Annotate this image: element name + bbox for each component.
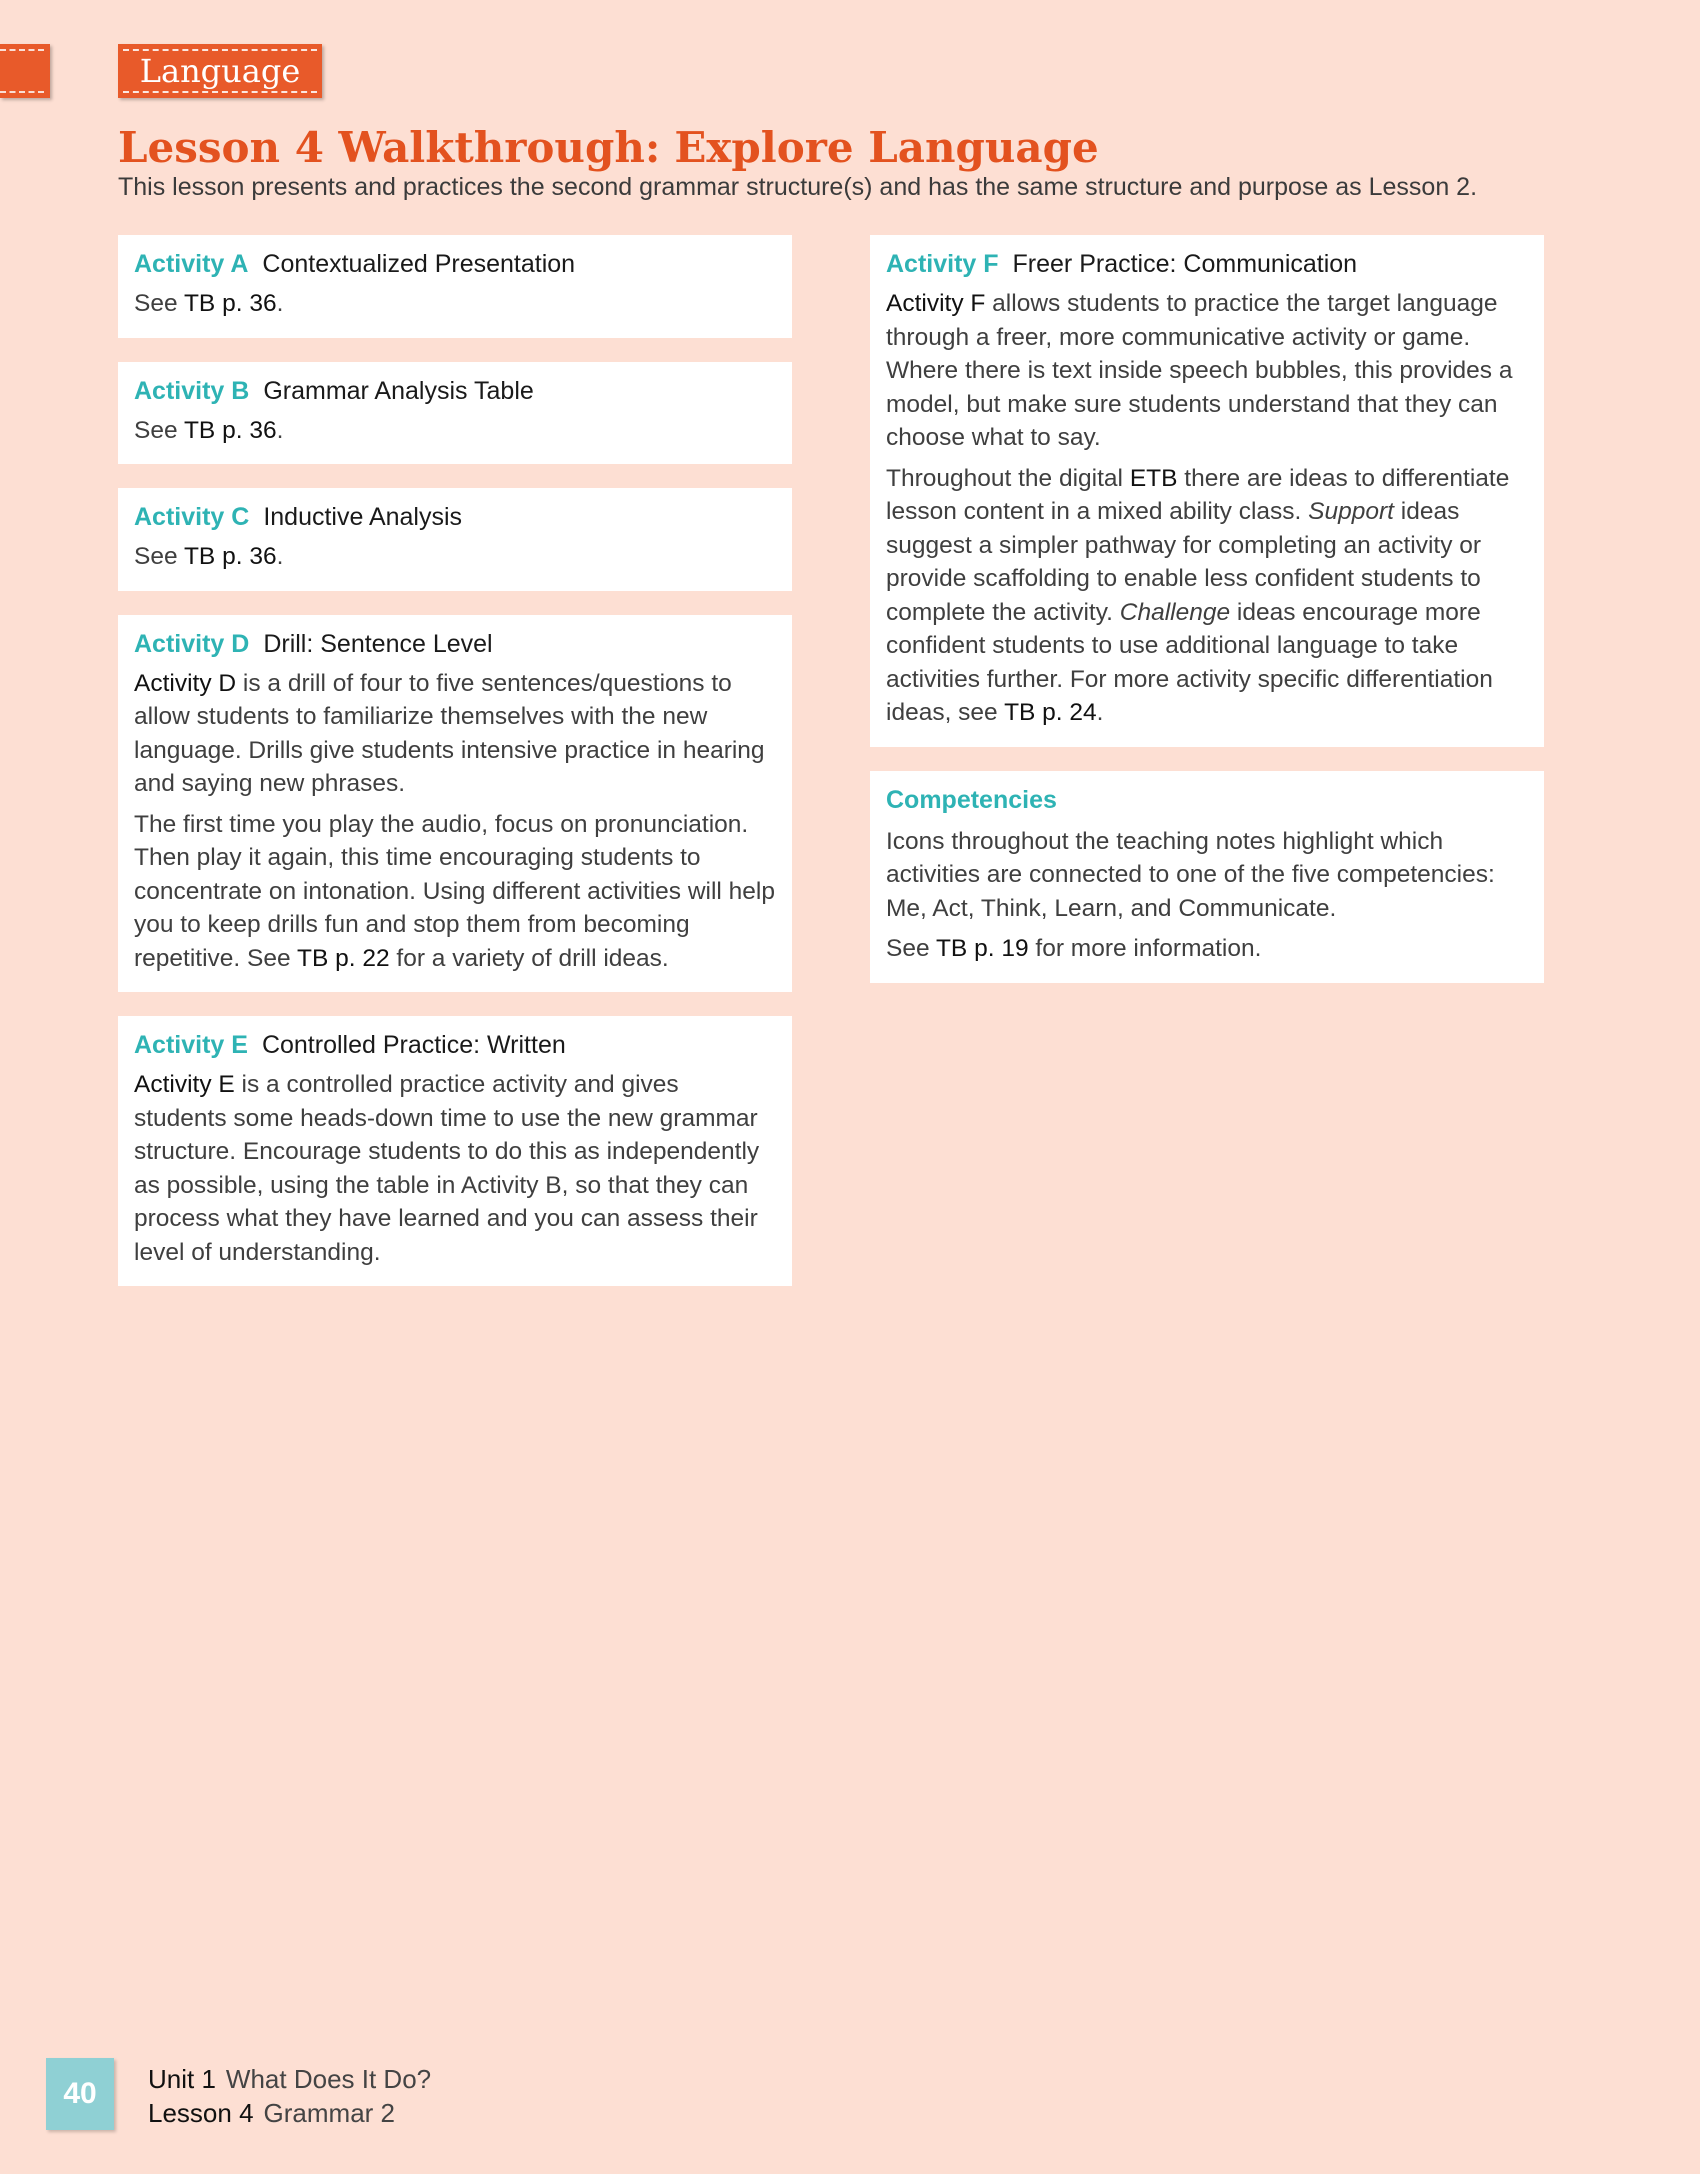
see-text: See: [134, 290, 184, 317]
activity-b-label: Activity B: [134, 376, 250, 405]
end-text: .: [276, 290, 284, 317]
page-title: [118, 120, 1099, 176]
footer: [148, 2062, 431, 2130]
activity-b-heading: [134, 374, 776, 408]
activity-c-text: [134, 540, 776, 574]
paragraph-text: The first time you play the audio, focus on pronunciation. Then play it again, this time encouraging students to concentrate on intonation. Using different activities will help you to keep drills fun and stop them from becoming repetitive. See: [134, 810, 775, 972]
activity-d-paragraph-2: [134, 808, 776, 976]
competencies-box: [870, 771, 1544, 983]
page-number: 40: [63, 2077, 97, 2110]
activity-c-heading: [134, 500, 776, 534]
page-number-badge: [46, 2058, 114, 2130]
title-bold: Lesson 4 Walkthrough:: [118, 123, 661, 172]
activity-f-paragraph-1: [886, 287, 1528, 455]
paragraph-text: Throughout the digital: [886, 464, 1130, 492]
end-text: for more information.: [1028, 935, 1262, 962]
activity-a-label: Activity A: [134, 250, 249, 278]
activity-f-label: Activity F: [886, 250, 999, 278]
title-light: Explore Language: [674, 123, 1099, 172]
activity-a-heading: [134, 247, 776, 281]
page-reference: TB p. 36: [183, 290, 277, 317]
paragraph-text: allows students to practice the target language through a freer, more communicative activity or game. Where there is text inside speech bubbles, this provides a model, but make sure students understand that they can choose what to say.: [886, 290, 1513, 451]
activity-e-label: Activity E: [134, 1031, 248, 1059]
paragraph-end: for a variety of drill ideas.: [389, 944, 669, 972]
activity-d-box: [118, 615, 792, 993]
edge-tab-decoration: [0, 44, 50, 98]
end-text: .: [276, 543, 284, 570]
activity-e-heading: [134, 1028, 776, 1062]
competencies-see: [886, 932, 1528, 966]
support-term: Support: [1308, 498, 1394, 525]
competencies-paragraph: Icons throughout the teaching notes highlight which activities are connected to one of the five competencies: Me, Act, Think, Learn, and Communicate.: [886, 827, 1495, 922]
activity-b-title: Grammar Analysis Table: [263, 376, 534, 405]
paragraph-end: .: [1096, 699, 1104, 726]
page-reference: TB p. 36: [183, 543, 277, 570]
unit-title: What Does It Do?: [225, 2064, 432, 2094]
paragraph-text: ideas encourage more confident students to use additional language to take activities further. For more activity specific differentiation ideas, see: [886, 598, 1493, 726]
activity-d-label: Activity D: [134, 629, 250, 658]
page-reference: TB p. 22: [296, 944, 390, 972]
activity-d-key: Activity D: [134, 669, 237, 697]
see-text: See: [134, 543, 184, 570]
footer-unit: [148, 2062, 431, 2096]
activity-f-heading: [886, 247, 1528, 281]
section-tab: [118, 44, 322, 98]
intro-text: This lesson presents and practices the second grammar structure(s) and has the same structure and purpose as Lesson 2.: [118, 173, 1478, 201]
activity-c-box: [118, 488, 792, 591]
activity-c-label: Activity C: [134, 503, 250, 531]
activity-d-heading: [134, 627, 776, 661]
activity-a-text: [134, 287, 776, 321]
etb-term: ETB: [1129, 464, 1178, 492]
page-reference: TB p. 19: [935, 935, 1029, 962]
activity-e-title: Controlled Practice: Written: [261, 1031, 566, 1059]
activity-d-title: Drill: Sentence Level: [263, 629, 493, 658]
activity-f-key: Activity F: [886, 290, 986, 317]
paragraph-text: is a controlled practice activity and gives students some heads-down time to use the new grammar structure. Encourage students to do this as independently as possible, using the table in Activity B, so that they can process what they have learned and you can assess their level of understanding.: [134, 1071, 760, 1266]
section-tab-label: Language: [139, 52, 301, 90]
paragraph-text: ideas suggest a simpler pathway for completing an activity or provide scaffolding to enable less confident students to complete the activity.: [886, 498, 1482, 626]
activity-f-title: Freer Practice: Communication: [1012, 250, 1358, 278]
unit-label: Unit 1: [148, 2064, 216, 2094]
see-text: See: [886, 935, 936, 962]
activity-b-box: [118, 362, 792, 465]
challenge-term: Challenge: [1119, 598, 1231, 626]
lesson-label: Lesson 4: [148, 2098, 254, 2128]
activity-b-text: [134, 414, 776, 448]
right-column: [870, 235, 1544, 1007]
activity-e-box: [118, 1016, 792, 1286]
paragraph-text: there are ideas to differentiate lesson content in a mixed ability class.: [886, 464, 1510, 525]
activity-d-paragraph-1: [134, 667, 776, 801]
activity-e-paragraph-1: [134, 1068, 776, 1269]
footer-lesson: [148, 2096, 431, 2130]
activity-f-paragraph-2: [886, 462, 1528, 730]
lesson-title: Grammar 2: [263, 2098, 395, 2128]
activity-e-key: Activity E: [134, 1071, 235, 1098]
paragraph-text: is a drill of four to five sentences/questions to allow students to familiarize themselves with the new language. Drills give students intensive practice in hearing and saying new phrases.: [134, 669, 765, 797]
left-column: [118, 235, 792, 1310]
activity-a-box: [118, 235, 792, 338]
page-reference: TB p. 24: [1004, 699, 1097, 726]
end-text: .: [276, 416, 284, 444]
see-text: See: [134, 416, 184, 444]
activity-f-box: [870, 235, 1544, 747]
activity-c-title: Inductive Analysis: [263, 503, 463, 531]
page-reference: TB p. 36: [183, 416, 277, 444]
competencies-heading: Competencies: [886, 785, 1057, 814]
activity-a-title: Contextualized Presentation: [262, 250, 576, 278]
